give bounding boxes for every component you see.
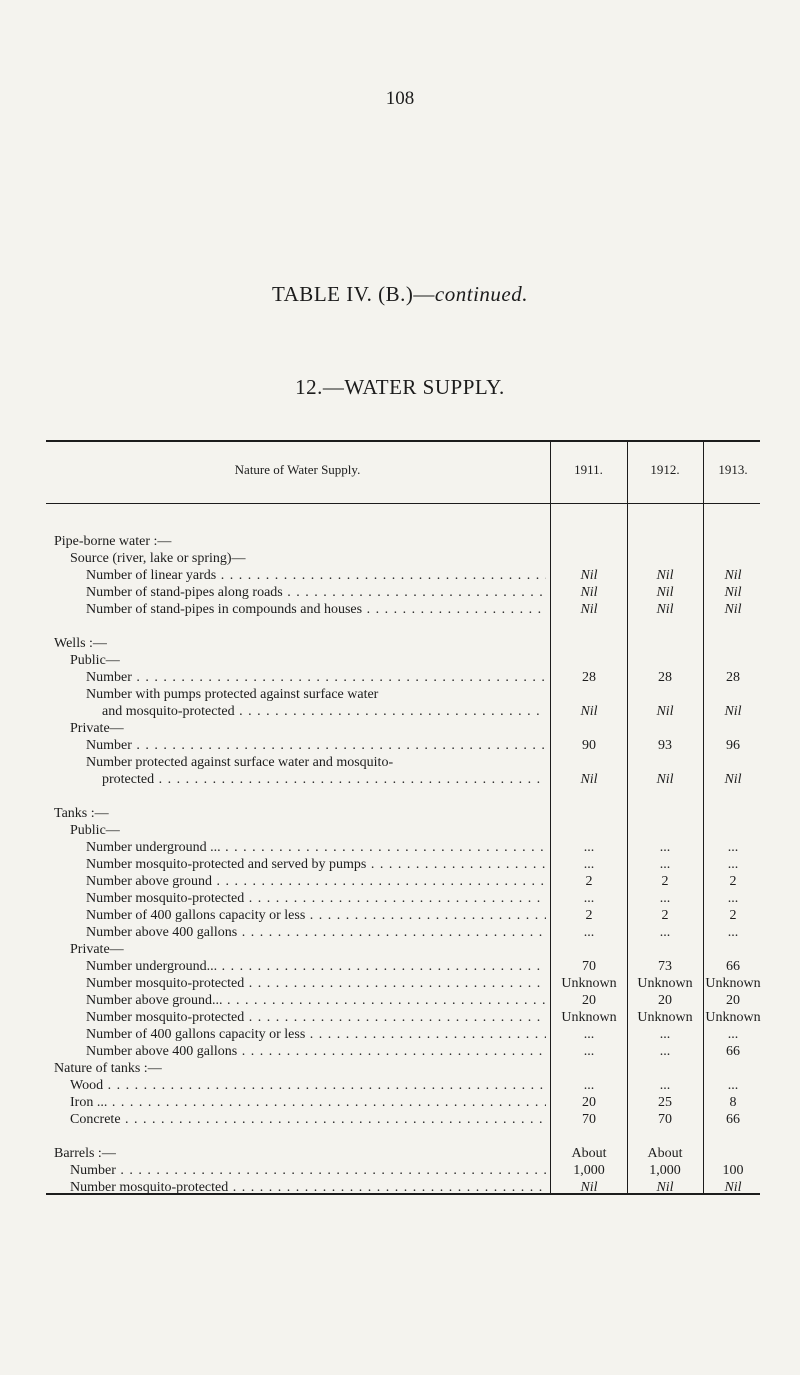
table-row [46, 721, 760, 737]
row-label: and mosquito-protected . . . [102, 704, 546, 720]
header-nature: Nature of Water Supply. [234, 462, 361, 477]
cell-1913: 100 [722, 1163, 744, 1178]
row-label: Number above ground... . . . [86, 993, 546, 1009]
cell-1912: ... [659, 925, 671, 940]
cell-1913: Nil [724, 1180, 742, 1195]
table-row [46, 1146, 760, 1162]
cell-1912: 73 [658, 959, 672, 974]
table-row [46, 670, 760, 686]
cell-1913: 66 [726, 1112, 740, 1127]
table-row [46, 636, 760, 652]
table-row [46, 653, 760, 669]
cell-1913: Unknown [705, 1010, 761, 1025]
row-label: protected . . . [102, 772, 546, 788]
cell-1911: Unknown [561, 976, 617, 991]
table-row [46, 1112, 760, 1128]
table-row [46, 1061, 760, 1077]
row-label: Number . . . [70, 1163, 546, 1179]
cell-1913: Nil [724, 602, 742, 617]
cell-1912: 20 [658, 993, 672, 1008]
row-label: Pipe-borne water :— [54, 534, 172, 549]
section-title: 12.—WATER SUPPLY. [295, 375, 505, 399]
table-title-continued: continued. [434, 282, 528, 306]
cell-1911: About [571, 1146, 607, 1161]
cell-1912: Nil [656, 1180, 674, 1195]
cell-1913: 8 [729, 1095, 737, 1110]
cell-1911: Nil [580, 772, 598, 787]
row-label: Number mosquito-protected . . . [86, 976, 546, 992]
table-header-rule [46, 503, 760, 504]
row-label: Number . . . [86, 738, 546, 754]
row-label: Number mosquito-protected . . . [86, 891, 546, 907]
cell-1911: 1,000 [573, 1163, 605, 1178]
cell-1911: 90 [582, 738, 596, 753]
cell-1912: Nil [656, 602, 674, 617]
cell-1911: ... [583, 857, 595, 872]
table-row [46, 738, 760, 754]
row-label: Number mosquito-protected . . . [70, 1180, 546, 1196]
cell-1911: Nil [580, 585, 598, 600]
cell-1913: 66 [726, 959, 740, 974]
row-label: Barrels :— [54, 1146, 116, 1161]
table-title-main: TABLE IV. (B.)— [272, 282, 435, 306]
row-label: Number underground ... . . . [86, 840, 546, 856]
cell-1913: Nil [724, 772, 742, 787]
cell-1912: ... [659, 840, 671, 855]
row-label: Concrete . . . [70, 1112, 546, 1128]
table-row [46, 840, 760, 856]
cell-1913: Unknown [705, 976, 761, 991]
table-row [46, 925, 760, 941]
cell-1912: Unknown [637, 976, 693, 991]
cell-1911: ... [583, 925, 595, 940]
row-label: Source (river, lake or spring)— [70, 551, 246, 566]
row-label: Public— [70, 653, 120, 668]
table-row [46, 585, 760, 601]
table-row [46, 1078, 760, 1094]
cell-1912: 2 [661, 908, 669, 923]
table-row [46, 687, 760, 703]
cell-1913: 28 [726, 670, 740, 685]
cell-1912: 2 [661, 874, 669, 889]
table-row [46, 755, 760, 771]
row-label: Number with pumps protected against surface water [86, 687, 379, 702]
table-row [46, 908, 760, 924]
cell-1911: ... [583, 1078, 595, 1093]
table-row [46, 1010, 760, 1026]
header-1911: 1911. [574, 462, 603, 477]
cell-1913: 2 [729, 874, 737, 889]
row-label: Number underground... . . . [86, 959, 546, 975]
cell-1912: Nil [656, 568, 674, 583]
table-row [46, 1027, 760, 1043]
table-row [46, 993, 760, 1009]
row-label: Private— [70, 942, 124, 957]
cell-1912: Nil [656, 704, 674, 719]
cell-1911: ... [583, 891, 595, 906]
cell-1913: 20 [726, 993, 740, 1008]
row-label: Number of 400 gallons capacity or less . . . [86, 908, 546, 924]
cell-1911: Nil [580, 1180, 598, 1195]
table-row [46, 891, 760, 907]
cell-1912: 25 [658, 1095, 672, 1110]
table-row [46, 534, 760, 550]
cell-1913: ... [727, 1027, 739, 1042]
cell-1912: 28 [658, 670, 672, 685]
row-label: Wood . . . [70, 1078, 546, 1094]
cell-1913: Nil [724, 568, 742, 583]
page-number: 108 [385, 88, 415, 109]
row-label: Number above 400 gallons . . . [86, 925, 546, 941]
cell-1911: 20 [582, 1095, 596, 1110]
table-row [46, 874, 760, 890]
row-label: Number mosquito-protected and served by pumps . . . [86, 857, 546, 873]
table-row [46, 823, 760, 839]
cell-1913: ... [727, 840, 739, 855]
table-row [46, 551, 760, 567]
row-label: Number above 400 gallons . . . [86, 1044, 546, 1060]
row-label: Number protected against surface water and mosquito- [86, 755, 394, 770]
row-label: Number of stand-pipes in compounds and houses . . . [86, 602, 546, 618]
cell-1913: ... [727, 1078, 739, 1093]
table-row [46, 1044, 760, 1060]
cell-1911: Unknown [561, 1010, 617, 1025]
header-1912: 1912. [650, 462, 680, 477]
cell-1913: 66 [726, 1044, 740, 1059]
cell-1911: ... [583, 1027, 595, 1042]
row-label: Private— [70, 721, 124, 736]
cell-1911: ... [583, 1044, 595, 1059]
cell-1913: 2 [729, 908, 737, 923]
table-row [46, 806, 760, 822]
cell-1912: 1,000 [649, 1163, 681, 1178]
row-label: Iron ... . . . [70, 1095, 546, 1111]
cell-1911: 70 [582, 1112, 596, 1127]
row-label: Public— [70, 823, 120, 838]
cell-1912: ... [659, 1044, 671, 1059]
cell-1911: Nil [580, 568, 598, 583]
cell-1911: ... [583, 840, 595, 855]
cell-1912: ... [659, 857, 671, 872]
cell-1912: About [647, 1146, 683, 1161]
cell-1912: Nil [656, 772, 674, 787]
table-top-rule [46, 440, 760, 442]
row-label: Wells :— [54, 636, 107, 651]
table-row [46, 704, 760, 720]
table-row [46, 976, 760, 992]
cell-1912: ... [659, 1078, 671, 1093]
cell-1912: Nil [656, 585, 674, 600]
table-row [46, 568, 760, 584]
row-label: Number of stand-pipes along roads . . . [86, 585, 546, 601]
cell-1911: 70 [582, 959, 596, 974]
cell-1911: 28 [582, 670, 596, 685]
cell-1912: Unknown [637, 1010, 693, 1025]
table-row [46, 959, 760, 975]
header-1913: 1913. [718, 462, 748, 477]
table-row [46, 602, 760, 618]
table-row [46, 942, 760, 958]
cell-1912: ... [659, 891, 671, 906]
cell-1913: ... [727, 891, 739, 906]
cell-1913: ... [727, 925, 739, 940]
cell-1911: Nil [580, 602, 598, 617]
cell-1912: 70 [658, 1112, 672, 1127]
cell-1913: Nil [724, 704, 742, 719]
table-row [46, 857, 760, 873]
row-label: Number of 400 gallons capacity or less . . . [86, 1027, 546, 1043]
table-row [46, 1095, 760, 1111]
table-title [0, 282, 800, 307]
cell-1911: 2 [585, 908, 593, 923]
cell-1913: Nil [724, 585, 742, 600]
cell-1911: 20 [582, 993, 596, 1008]
cell-1911: Nil [580, 704, 598, 719]
row-label: Number mosquito-protected . . . [86, 1010, 546, 1026]
row-label: Number . . . [86, 670, 546, 686]
table-row [46, 772, 760, 788]
cell-1912: ... [659, 1027, 671, 1042]
row-label: Number of linear yards . . . [86, 568, 546, 584]
row-label: Number above ground . . . [86, 874, 546, 890]
cell-1913: 96 [726, 738, 740, 753]
table-row [46, 1163, 760, 1179]
cell-1913: ... [727, 857, 739, 872]
table-row [46, 1180, 760, 1196]
cell-1911: 2 [585, 874, 593, 889]
cell-1912: 93 [658, 738, 672, 753]
row-label: Nature of tanks :— [54, 1061, 162, 1076]
row-label: Tanks :— [54, 806, 109, 821]
